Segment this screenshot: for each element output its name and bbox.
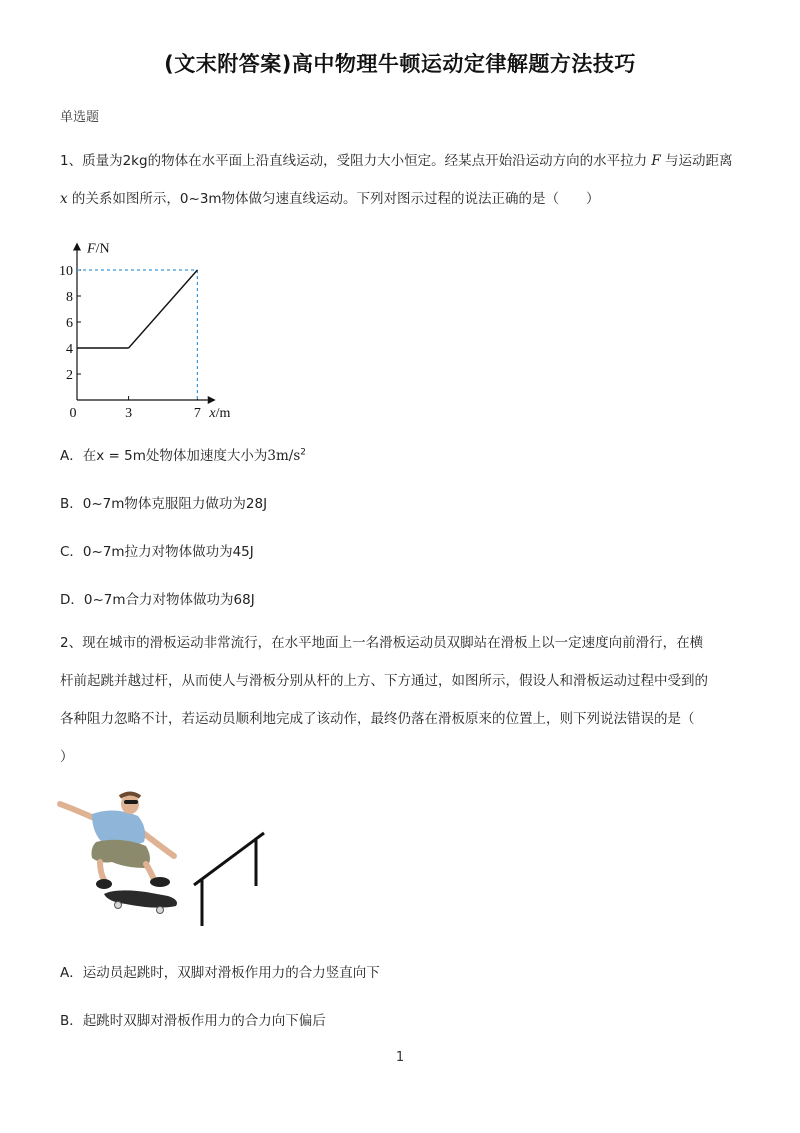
variable-x: x [60, 191, 68, 207]
skateboard [104, 890, 177, 913]
question-line-4: ） [60, 749, 74, 765]
x-axis-arrow [208, 396, 216, 404]
question-text: 质量为2kg的物体在水平面上沿直线运动，受阻力大小恒定。经某点开始沿运动方向的水平拉力 [82, 153, 648, 169]
x-axis-label: x/m [209, 406, 231, 421]
question-2-text [60, 624, 740, 776]
option-a-text: 在x = 5m处物体加速度大小为 [82, 448, 268, 464]
question-text: 与运动距离 [665, 153, 733, 169]
option-d[interactable]: D．0~7m合力对物体做功为68J [60, 592, 255, 608]
y-tick-label: 2 [66, 368, 73, 383]
x-tick-label: 3 [125, 406, 133, 421]
y-tick-label: 8 [66, 290, 73, 305]
y-axis-label: F/N [87, 241, 110, 257]
question-text: 的关系如图所示，0~3m物体做匀速直线运动。下列对图示过程的说法正确的是（ ） [71, 191, 600, 207]
origin-label: 0 [69, 406, 77, 421]
option-a-value: 3m/s [267, 448, 301, 464]
option-b[interactable]: B．起跳时双脚对滑板作用力的合力向下偏后 [60, 1013, 326, 1029]
rail-bar [194, 833, 264, 926]
skateboarder-illustration [56, 788, 271, 933]
y-tick-label: 4 [66, 342, 73, 357]
y-tick-label: 6 [66, 316, 73, 331]
skateboarder-person [60, 794, 174, 890]
section-label: 单选题 [60, 110, 100, 125]
document-title: (文末附答案)高中物理牛顿运动定律解题方法技巧 [164, 52, 636, 76]
force-distance-chart [50, 228, 250, 428]
x-tick-label: 7 [193, 406, 201, 421]
question-number: 1、 [60, 153, 83, 169]
y-axis-arrow [73, 243, 81, 251]
data-line-segment [129, 270, 198, 348]
question-1-text [60, 142, 740, 218]
question-line-3: 各种阻力忽略不计，若运动员顺利地完成了该动作，最终仍落在滑板原来的位置上，则下列说法错误的是（ [60, 711, 695, 727]
page-number: 1 [395, 1050, 405, 1065]
question-line-1: 现在城市的滑板运动非常流行，在水平地面上一名滑板运动员双脚站在滑板上以一定速度向前滑行，在横 [82, 635, 704, 651]
option-a[interactable] [60, 444, 306, 464]
question-number: 2、 [60, 635, 83, 651]
option-a-prefix: A． [60, 448, 83, 464]
question-line-2: 杆前起跳并越过杆，从而使人与滑板分别从杆的上方、下方通过，如图所示，假设人和滑板运动过程中受到的 [60, 673, 708, 689]
option-b[interactable]: B．0~7m物体克服阻力做功为28J [60, 496, 268, 512]
variable-f: F [651, 153, 661, 169]
option-a-exponent: 2 [300, 447, 306, 458]
y-tick-label: 10 [59, 264, 73, 279]
option-a[interactable]: A．运动员起跳时，双脚对滑板作用力的合力竖直向下 [60, 965, 380, 981]
option-c[interactable]: C．0~7m拉力对物体做功为45J [60, 544, 254, 560]
